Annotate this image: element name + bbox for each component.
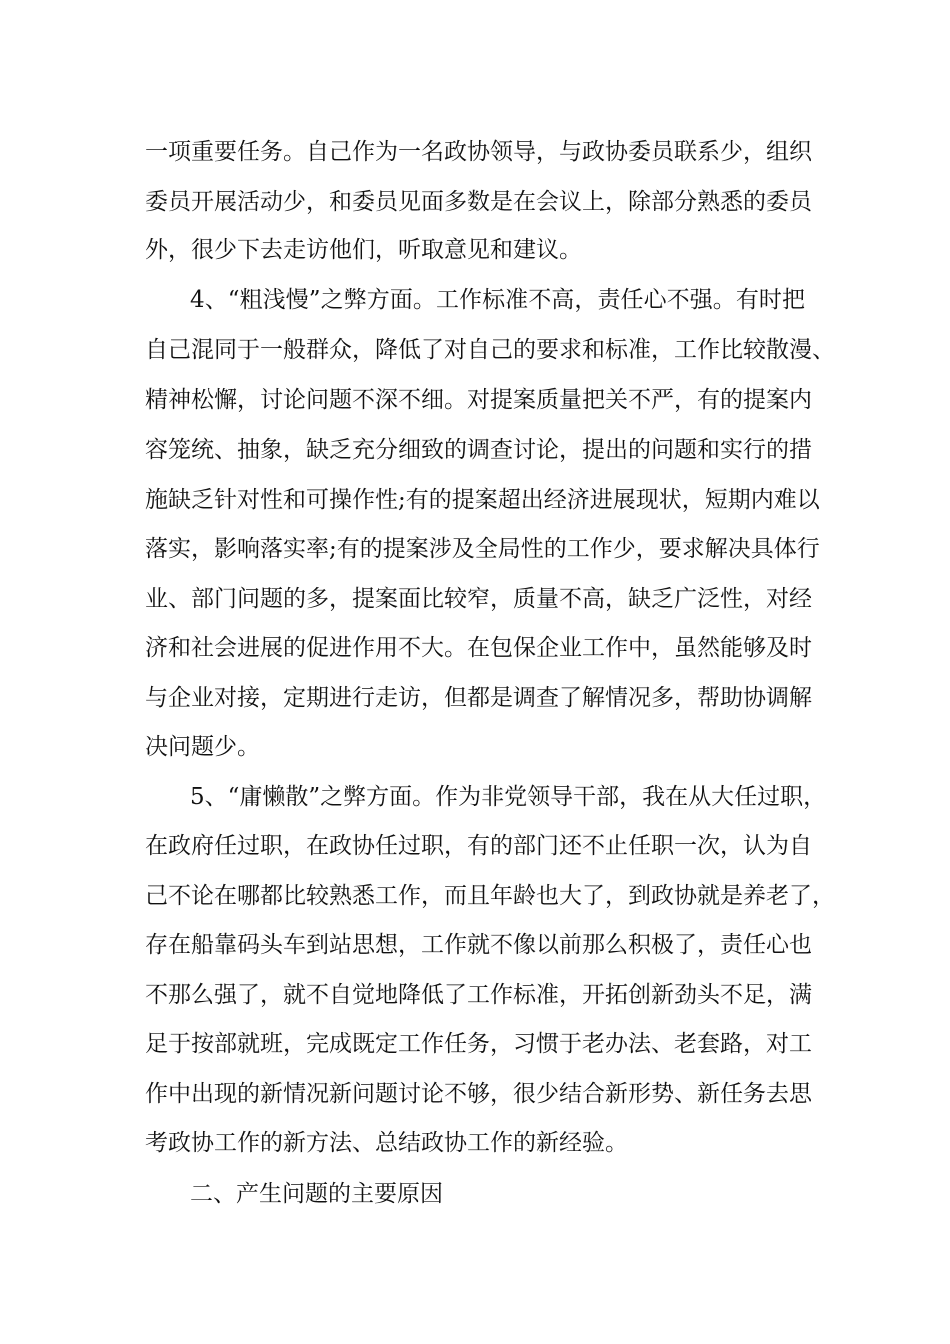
text-line: 济和社会进展的促进作用不大。在包保企业工作中，虽然能够及时 [145, 635, 812, 661]
text-line: 作中出现的新情况新问题讨论不够，很少结合新形势、新任务去思 [145, 1081, 812, 1107]
text-line: 决问题少。 [145, 734, 260, 760]
text-line: 不那么强了，就不自觉地降低了工作标准，开拓创新劲头不足，满 [145, 982, 812, 1008]
text-line: 业、部门问题的多，提案面比较窄，质量不高，缺乏广泛性，对经 [145, 586, 812, 612]
text-line: 考政协工作的新方法、总结政协工作的新经验。 [145, 1130, 628, 1156]
text-line: 5、“庸懒散”之弊方面。作为非党领导干部，我在从大任过职， [190, 784, 827, 810]
text-line: 外，很少下去走访他们，听取意见和建议。 [145, 237, 582, 263]
text-line: 一项重要任务。自己作为一名政协领导，与政协委员联系少，组织 [145, 139, 812, 165]
text-line: 己不论在哪都比较熟悉工作，而且年龄也大了，到政协就是养老了， [145, 883, 835, 909]
text-line: 容笼统、抽象，缺乏充分细致的调查讨论，提出的问题和实行的措 [145, 437, 812, 463]
text-line: 在政府任过职，在政协任过职，有的部门还不止任职一次，认为自 [145, 833, 812, 859]
section-heading-text: 二、产生问题的主要原因 [190, 1181, 443, 1207]
text-line: 落实，影响落实率;有的提案涉及全局性的工作少，要求解决具体行 [145, 536, 820, 562]
text-line: 精神松懈，讨论问题不深不细。对提案质量把关不严，有的提案内 [145, 387, 812, 413]
text-line: 施缺乏针对性和可操作性;有的提案超出经济进展现状，短期内难以 [145, 487, 820, 513]
text-line: 自己混同于一般群众，降低了对自己的要求和标准，工作比较散漫、 [145, 337, 835, 363]
text-line: 4、“粗浅慢”之弊方面。工作标准不高，责任心不强。有时把 [190, 287, 805, 313]
text-line: 存在船靠码头车到站思想，工作就不像以前那么积极了，责任心也 [145, 932, 812, 958]
text-line: 足于按部就班，完成既定工作任务，习惯于老办法、老套路，对工 [145, 1031, 812, 1057]
text-line: 与企业对接，定期进行走访，但都是调查了解情况多，帮助协调解 [145, 685, 812, 711]
text-line: 委员开展活动少，和委员见面多数是在会议上，除部分熟悉的委员 [145, 189, 812, 215]
